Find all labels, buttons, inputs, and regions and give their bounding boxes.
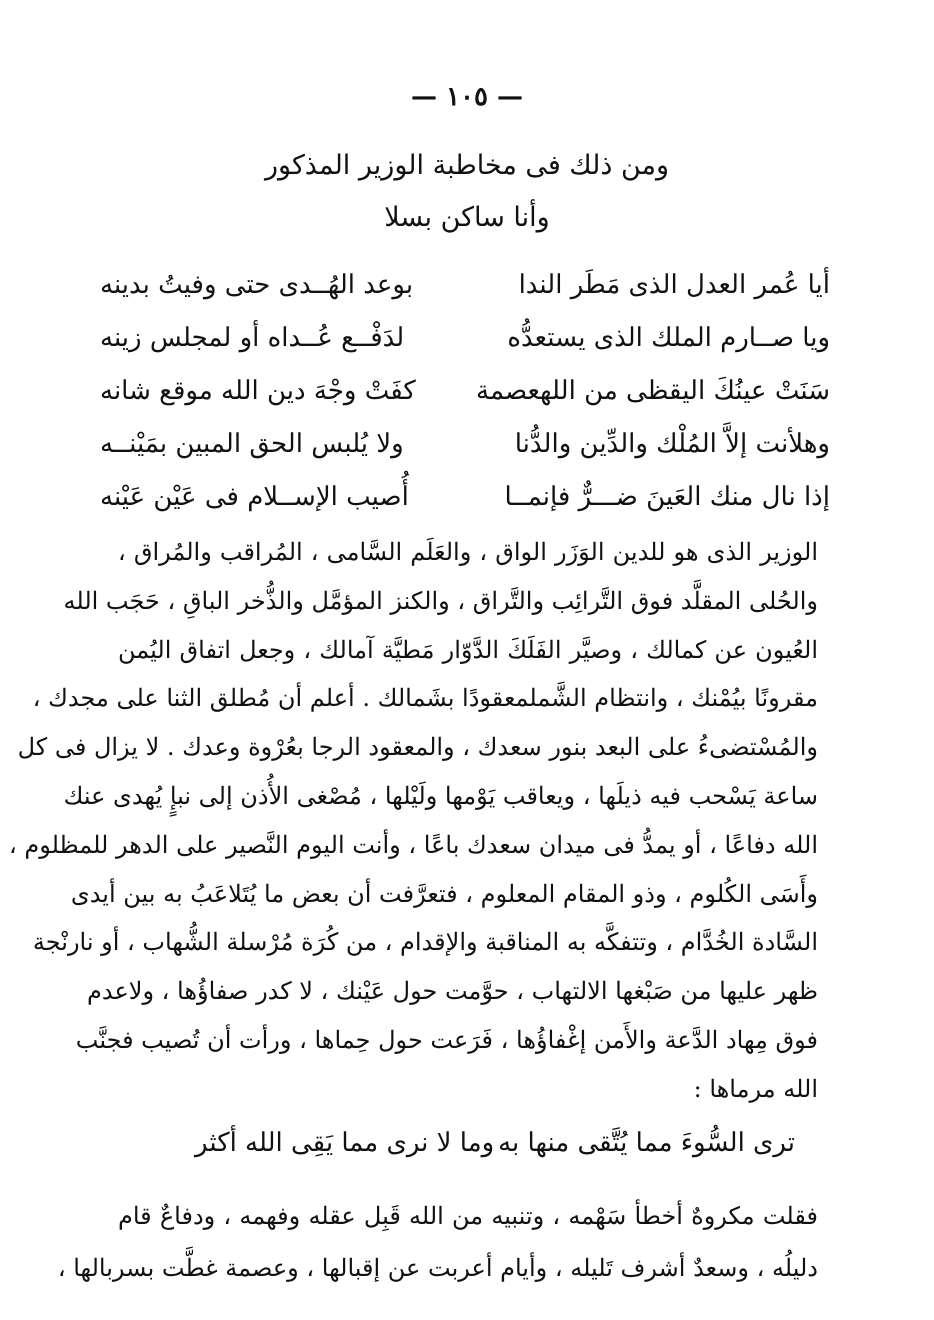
poem-verse (100, 311, 830, 364)
prose-paragraph (8, 528, 818, 1114)
prose-line: دليلُه ، وسعدٌ أشرف تَليله ، وأيام أعربت عن إقبالها ، وعصمة غطَّت بسربالها ، (57, 1254, 818, 1282)
poem-verse (100, 470, 830, 523)
page-number: — ١٠٥ — (410, 82, 524, 112)
verse-first-hemistich: سَنَتْ عينُكَ اليقظى من اللهعصمة (476, 375, 830, 406)
verse-second-hemistich: بوعد الهُــدى حتى وفيتُ بدينه (100, 269, 414, 300)
poem (100, 258, 830, 523)
verse-second-hemistich: أُصيب الإســلام فى عَيْن عَيْنه (100, 481, 409, 512)
quoted-verse (195, 1128, 795, 1158)
prose-line: ظهر عليها من صَبْغها الالتهاب ، حوَّمت حول عَيْنك ، لا كدر صفاؤُها ، ولاعدم (86, 977, 818, 1006)
verse-second-hemistich: وما لا نرى مما يَقِى الله أكثر (195, 1128, 495, 1158)
section-heading: ومن ذلك فى مخاطبة الوزير المذكور (264, 150, 670, 181)
prose-line: الله مرماها : (693, 1074, 818, 1103)
prose-line: وأَسَى الكُلوم ، وذو المقام المعلوم ، فتعرَّفت أن بعض ما يُتَلاعَبُ به بين أيدى (70, 879, 818, 908)
verse-first-hemistich: أيا عُمر العدل الذى مَطَر الندا (518, 269, 830, 300)
prose-line: والحُلى المقلَّد فوق التَّرائِب والتَّراق ، والكنز المؤمَّل والذُّخر الباقِ ، حَجَب الله (63, 586, 818, 615)
prose-line: الوزير الذى هو للدين الوَزَر الواق ، والعَلَم السَّامى ، المُراقب والمُراق ، (118, 538, 818, 566)
prose-line: فقلت مكروهٌ أخطأ سَهْمه ، وتنبيه من الله قَبِل عقله وفهمه ، ودفاعٌ قام (118, 1202, 818, 1230)
poem-verse (100, 258, 830, 311)
prose-paragraph-2 (57, 1190, 818, 1294)
prose-line: ساعة يَسْحب فيه ذيلَها ، ويعاقب يَوْمها ولَيْلها ، مُصْغى الأُذن إلى نبإٍ يُهدى عنك (63, 781, 818, 810)
prose-line: فوق مِهاد الدَّعة والأَمن إغْفاؤُها ، فَرَعت حول حِماها ، ورأت أن تُصيب فجنَّب (75, 1025, 818, 1054)
verse-second-hemistich: كفَتْ وجْهَ دين الله موقع شانه (100, 375, 416, 406)
verse-second-hemistich: ولا يُلبس الحق المبين بمَيْنــه (100, 428, 404, 459)
prose-line: الله دفاعًا ، أو يمدُّ فى ميدان سعدك باعًا ، وأنت اليوم النَّصير على الدهر للمظلوم ، (8, 830, 818, 859)
verse-first-hemistich: ترى السُّوءَ مما يُتَّقى منها به (498, 1128, 795, 1158)
prose-line: السَّادة الخُدَّام ، وتتفكَّه به المناقبة والإقدام ، من كُرَة مُرْسلة الشُّهاب ، أو نارنْجة (32, 928, 818, 957)
prose-line: العُيون عن كمالك ، وصيَّر الفَلَكَ الدَّوّار مَطيَّة آمالك ، وجعل اتفاق اليُمن (118, 635, 818, 664)
section-subheading: وأنا ساكن بسلا (384, 202, 550, 233)
poem-verse (100, 417, 830, 470)
prose-line: والمُسْتضىءُ على البعد بنور سعدك ، والمعقود الرجا بعُرْوة وعدك . لا يزال فى كل (17, 733, 818, 762)
verse-first-hemistich: وهلأنت إلاَّ المُلْك والدِّين والدُّنا (514, 428, 830, 459)
verse-first-hemistich: إذا نال منك العَينَ ضـــرٌّ فإنمــا (504, 481, 830, 512)
prose-line: مقرونًا بيُمْنك ، وانتظام الشَّملمعقودًا بشَمالك . أعلم أن مُطلق الثنا على مجدك ، (32, 684, 818, 713)
poem-verse (100, 364, 830, 417)
verse-first-hemistich: ويا صــارم الملك الذى يستعدُّه (507, 322, 830, 353)
verse-second-hemistich: لدَفْــع عُــداه أو لمجلس زينه (100, 322, 405, 353)
